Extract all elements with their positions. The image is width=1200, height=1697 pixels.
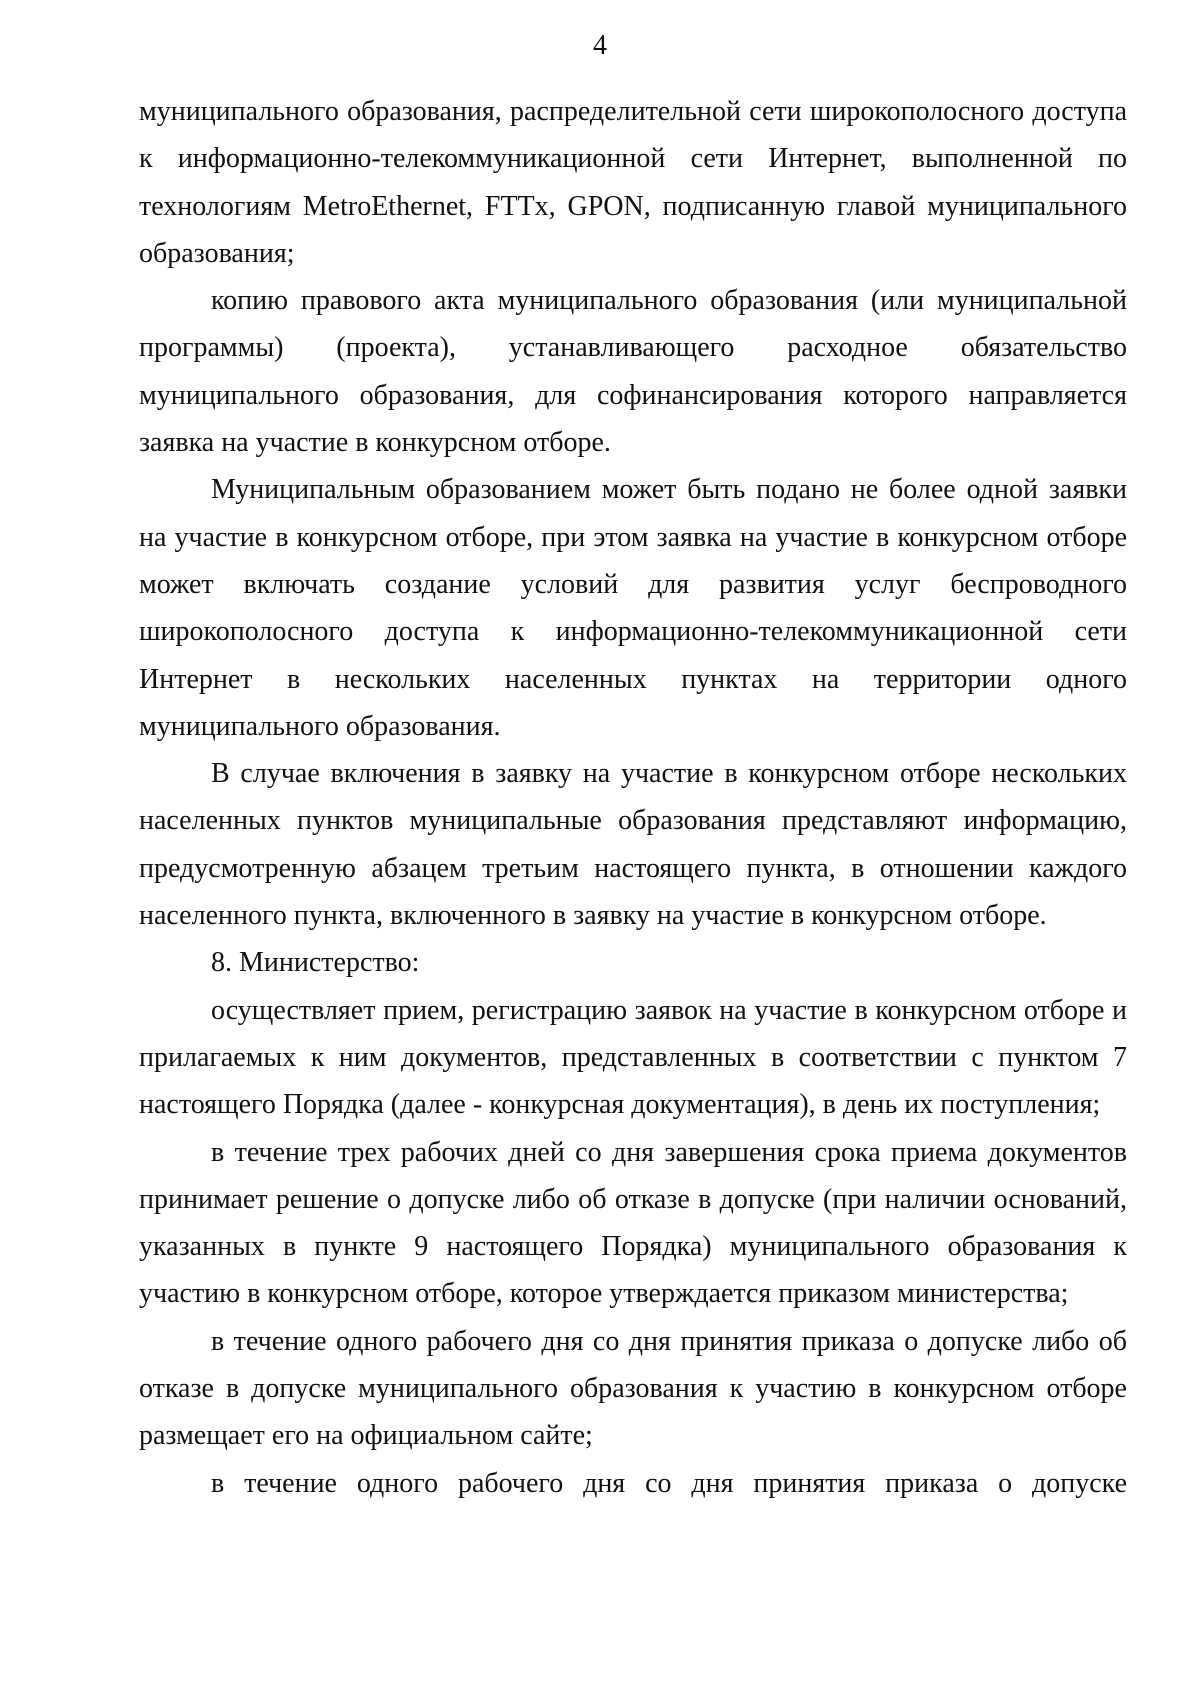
page-number: 4: [593, 30, 607, 61]
document-body: [139, 88, 1127, 1507]
paragraph-2: копию правового акта муниципального образования (или муниципальной программы) (проекта), устанавливающего расходное обязательство муниципального образования, для софинансирования которого направляется заявка на участие в конкурсном отборе.: [139, 285, 1127, 459]
paragraph-1: муниципального образования, распределительной сети широкополосного доступа к информационно-телекоммуникационной сети Интернет, выполненной по технологиям MetroEthernet, FTTx, GPON, подписанную главой муниципального образования;: [139, 96, 1127, 269]
paragraph-9: в течение одного рабочего дня со дня принятия приказа о допуске: [211, 1467, 1127, 1499]
paragraph-3: Муниципальным образованием может быть подано не более одной заявки на участие в конкурсном отборе, при этом заявка на участие в конкурсном отборе может включать создание условий для развития услуг беспроводного широкополосного доступа к информационно-телекоммуникационной сети Интернет в нескольких населенных пунктах на территории одного муниципального образования.: [139, 474, 1127, 742]
paragraph-4: В случае включения в заявку на участие в конкурсном отборе нескольких населенных пунктов муниципальные образования представляют информацию, предусмотренную абзацем третьим настоящего пункта, в отношении каждого населенного пункта, включенного в заявку на участие в конкурсном отборе.: [139, 758, 1127, 932]
paragraph-8: в течение одного рабочего дня со дня принятия приказа о допуске либо об отказе в допуске муниципального образования к участию в конкурсном отборе размещает его на официальном сайте;: [139, 1325, 1127, 1452]
section-8-heading: 8. Министерство:: [211, 947, 420, 979]
paragraph-7: в течение трех рабочих дней со дня завершения срока приема документов принимает решение о допуске либо об отказе в допуске (при наличии оснований, указанных в пункте 9 настоящего Порядка) муниципального образования к участию в конкурсном отборе, которое утверждается приказом министерства;: [139, 1136, 1127, 1310]
paragraph-6: осуществляет прием, регистрацию заявок на участие в конкурсном отборе и прилагаемых к ним документов, представленных в соответствии с пунктом 7 настоящего Порядка (далее - конкурсная документация), в день их поступления;: [139, 994, 1127, 1121]
